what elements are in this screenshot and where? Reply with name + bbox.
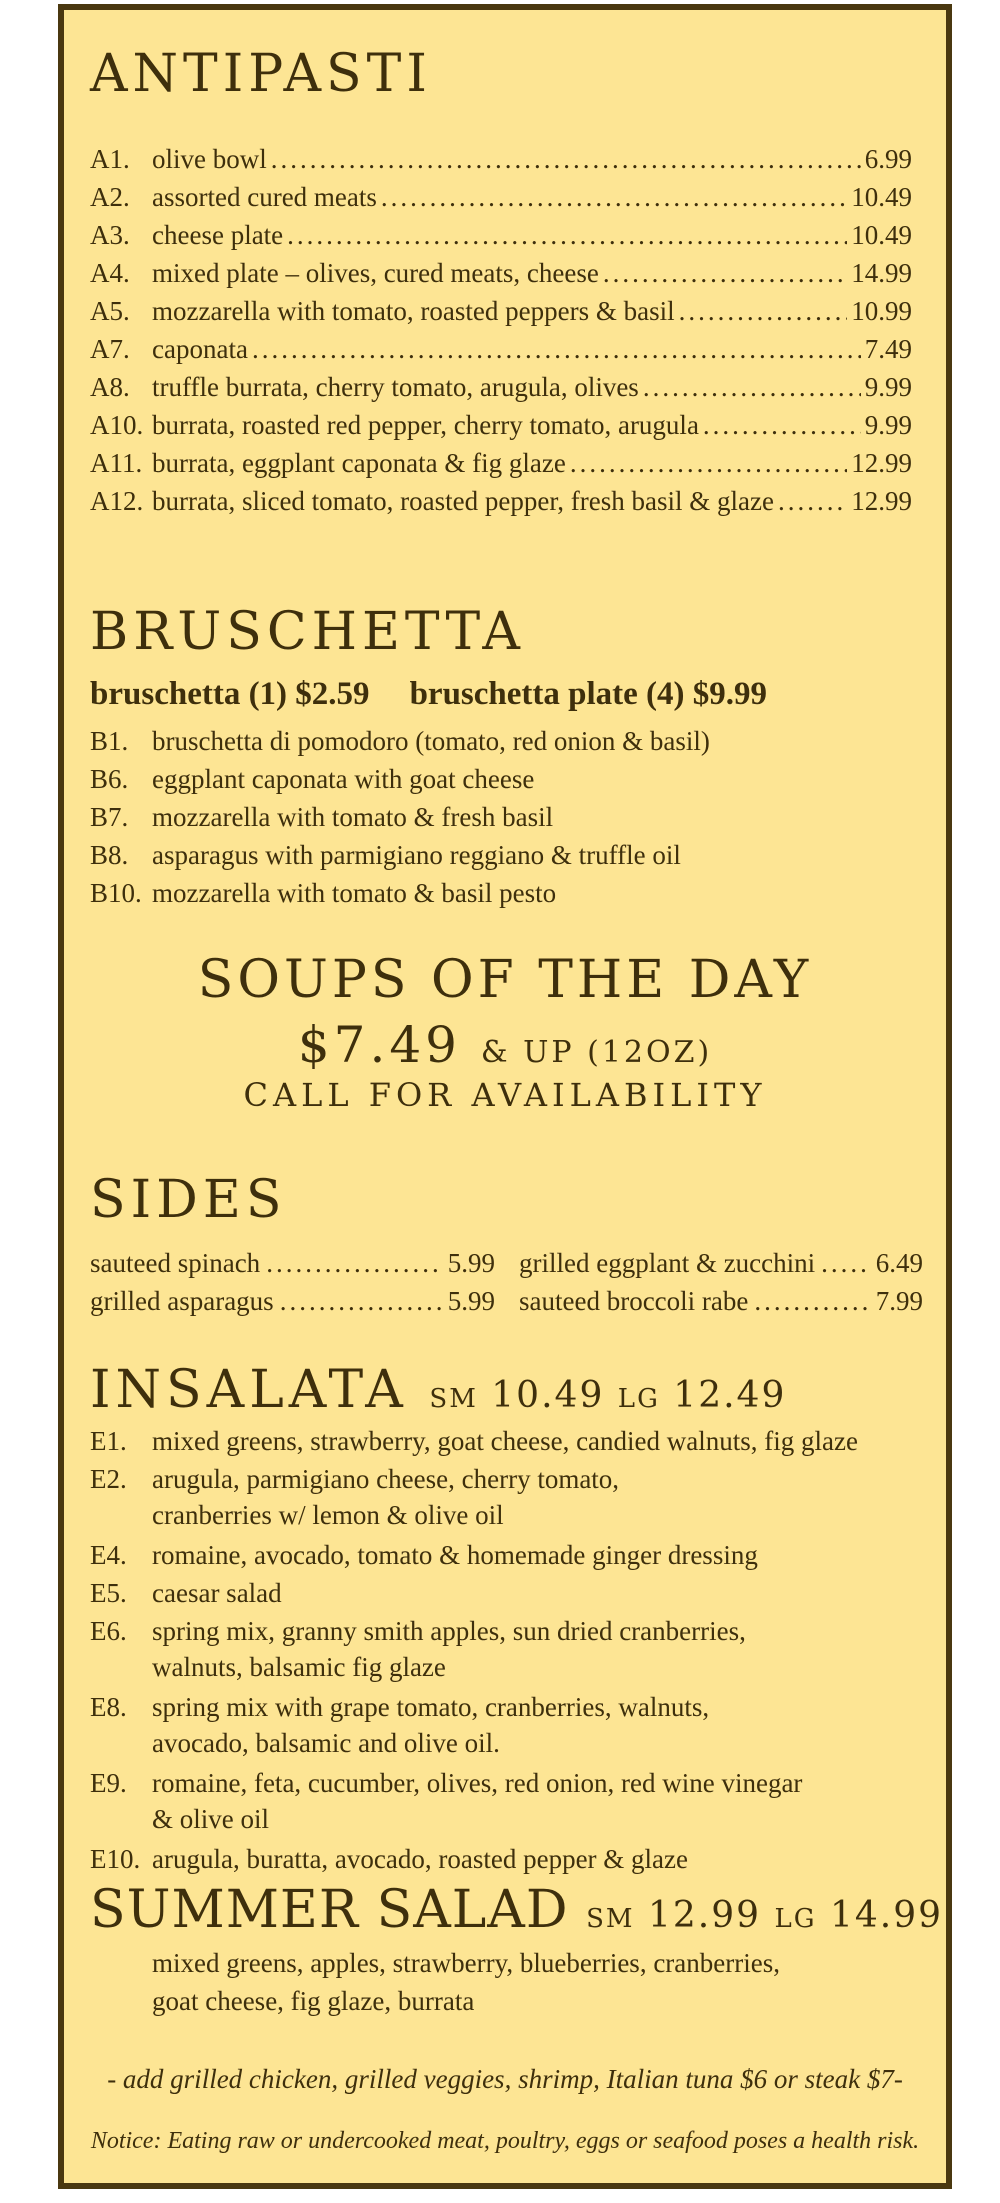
soups-availability-note: CALL FOR AVAILABILITY bbox=[243, 1076, 767, 1114]
price-large: 14.99 bbox=[829, 1895, 944, 1936]
menu-item bbox=[90, 1616, 746, 1647]
item-name: olive bowl bbox=[152, 144, 267, 174]
leader-dots bbox=[266, 1248, 442, 1279]
item-name: arugula, buratta, avocado, roasted pepper & glaze bbox=[152, 1844, 689, 1874]
item-price: 5.99 bbox=[447, 1286, 495, 1316]
soups-price: $7.49 bbox=[297, 1016, 461, 1074]
item-name: eggplant caponata with goat cheese bbox=[152, 764, 535, 794]
leader-dots bbox=[603, 258, 847, 289]
item-code: A11. bbox=[90, 448, 143, 478]
menu-item bbox=[90, 764, 534, 795]
item-code: E4. bbox=[90, 1540, 127, 1570]
leader-dots bbox=[271, 144, 861, 175]
item-price: 6.99 bbox=[864, 144, 912, 174]
item-name-continued: avocado, balsamic and olive oil. bbox=[152, 1728, 500, 1758]
menu-item bbox=[90, 334, 912, 372]
insalata-prices bbox=[429, 1375, 786, 1416]
item-code: E5. bbox=[90, 1578, 127, 1608]
item-code: A10. bbox=[90, 410, 144, 440]
sides-heading: SIDES bbox=[90, 1170, 287, 1230]
soups-price-detail: & UP (12OZ) bbox=[480, 1035, 713, 1070]
menu-item bbox=[90, 448, 912, 486]
price-small: 12.99 bbox=[647, 1895, 762, 1936]
side-item bbox=[519, 1248, 923, 1279]
leader-dots bbox=[703, 410, 861, 441]
leader-dots bbox=[381, 182, 847, 213]
leader-dots bbox=[570, 448, 847, 479]
item-code: A8. bbox=[90, 372, 130, 402]
item-name: burrata, roasted red pepper, cherry tomato, arugula bbox=[152, 410, 699, 440]
item-name: mozzarella with tomato, roasted peppers & basil bbox=[152, 296, 675, 326]
summer-salad-prices bbox=[586, 1895, 943, 1936]
antipasti-heading: ANTIPASTI bbox=[90, 44, 432, 104]
size-label-large: LG bbox=[774, 1904, 817, 1934]
item-name: caesar salad bbox=[152, 1578, 282, 1608]
price-large: 12.49 bbox=[673, 1375, 787, 1416]
summer-salad-heading bbox=[90, 1880, 943, 1940]
side-item bbox=[519, 1286, 923, 1317]
menu-item bbox=[90, 220, 912, 258]
item-price: 10.49 bbox=[851, 220, 912, 250]
insalata-title: INSALATA bbox=[90, 1360, 408, 1420]
menu-item bbox=[90, 144, 912, 182]
item-name: assorted cured meats bbox=[152, 182, 377, 212]
item-price: 7.49 bbox=[864, 334, 912, 364]
leader-dots bbox=[643, 372, 861, 403]
item-name: mixed plate – olives, cured meats, cheese bbox=[152, 258, 599, 288]
insalata-heading bbox=[90, 1360, 786, 1420]
item-name: romaine, avocado, tomato & homemade ginger dressing bbox=[152, 1540, 758, 1570]
item-code: A12. bbox=[90, 486, 144, 516]
item-name: burrata, eggplant caponata & fig glaze bbox=[152, 448, 566, 478]
item-name-continued: walnuts, balsamic fig glaze bbox=[152, 1652, 446, 1682]
item-price: 10.99 bbox=[851, 296, 912, 326]
menu-item bbox=[90, 1768, 802, 1799]
item-price: 12.99 bbox=[851, 486, 912, 516]
item-code: A4. bbox=[90, 258, 130, 288]
item-code: E6. bbox=[90, 1616, 127, 1646]
item-name: mozzarella with tomato & basil pesto bbox=[152, 878, 557, 908]
bruschetta-pricing bbox=[90, 676, 767, 713]
leader-dots bbox=[287, 220, 847, 251]
item-name: asparagus with parmigiano reggiano & truffle oil bbox=[152, 840, 681, 870]
item-price: 6.49 bbox=[875, 1248, 923, 1278]
summer-salad-description-continued: goat cheese, fig glaze, burrata bbox=[152, 1986, 475, 2016]
bruschetta-plate-price: bruschetta plate (4) $9.99 bbox=[409, 676, 768, 712]
menu-item bbox=[90, 802, 553, 833]
item-code: E8. bbox=[90, 1692, 127, 1722]
summer-salad-title: SUMMER SALAD bbox=[90, 1880, 569, 1940]
item-code: B6. bbox=[90, 764, 129, 794]
menu-item bbox=[90, 372, 912, 410]
item-code: E2. bbox=[90, 1464, 127, 1494]
item-code: A3. bbox=[90, 220, 130, 250]
side-item bbox=[90, 1286, 495, 1317]
leader-dots bbox=[252, 334, 861, 365]
side-item bbox=[90, 1248, 495, 1279]
menu-item bbox=[90, 1464, 619, 1495]
item-name: spring mix, granny smith apples, sun dried cranberries, bbox=[152, 1616, 746, 1646]
item-name-continued: & olive oil bbox=[152, 1804, 269, 1834]
item-price: 12.99 bbox=[851, 448, 912, 478]
menu-item bbox=[90, 840, 681, 871]
size-label-small: SM bbox=[429, 1384, 478, 1414]
leader-dots bbox=[778, 486, 847, 517]
soups-heading: SOUPS OF THE DAY bbox=[197, 950, 813, 1010]
leader-dots bbox=[754, 1286, 869, 1317]
menu-item bbox=[90, 182, 912, 220]
item-name: arugula, parmigiano cheese, cherry tomato, bbox=[152, 1464, 620, 1494]
item-name: sauteed broccoli rabe bbox=[519, 1286, 749, 1316]
item-code: A7. bbox=[90, 334, 130, 364]
leader-dots bbox=[679, 296, 848, 327]
item-name: sauteed spinach bbox=[90, 1248, 261, 1278]
item-code: E9. bbox=[90, 1768, 127, 1798]
menu-item bbox=[90, 878, 556, 909]
menu-item bbox=[90, 1844, 688, 1875]
item-code: B10. bbox=[90, 878, 142, 908]
menu-item bbox=[90, 1540, 758, 1571]
item-name: grilled asparagus bbox=[90, 1286, 274, 1316]
menu-item bbox=[90, 258, 912, 296]
item-name: mozzarella with tomato & fresh basil bbox=[152, 802, 554, 832]
item-name: bruschetta di pomodoro (tomato, red onion & basil) bbox=[152, 726, 710, 756]
price-small: 10.49 bbox=[491, 1375, 605, 1416]
item-code: E1. bbox=[90, 1426, 127, 1456]
menu-item bbox=[90, 296, 912, 334]
item-price: 14.99 bbox=[851, 258, 912, 288]
menu-item bbox=[90, 1692, 709, 1723]
menu-item bbox=[90, 410, 912, 448]
item-code: A5. bbox=[90, 296, 130, 326]
item-price: 9.99 bbox=[864, 410, 912, 440]
item-name: romaine, feta, cucumber, olives, red onion, red wine vinegar bbox=[152, 1768, 803, 1798]
item-name-continued: cranberries w/ lemon & olive oil bbox=[152, 1500, 504, 1530]
item-price: 5.99 bbox=[447, 1248, 495, 1278]
summer-salad-description: mixed greens, apples, strawberry, blueberries, cranberries, bbox=[152, 1948, 780, 1978]
item-code: B8. bbox=[90, 840, 129, 870]
leader-dots bbox=[821, 1248, 870, 1279]
size-label-large: LG bbox=[617, 1384, 660, 1414]
item-name: burrata, sliced tomato, roasted pepper, fresh basil & glaze bbox=[152, 486, 774, 516]
item-code: B1. bbox=[90, 726, 129, 756]
menu-item bbox=[90, 726, 710, 757]
addons-note: - add grilled chicken, grilled veggies, shrimp, Italian tuna $6 or steak $7- bbox=[107, 2064, 903, 2094]
bruschetta-single-price: bruschetta (1) $2.59 bbox=[90, 676, 370, 712]
item-name: spring mix with grape tomato, cranberries, walnuts, bbox=[152, 1692, 710, 1722]
menu-item bbox=[90, 1578, 282, 1609]
item-name: caponata bbox=[152, 334, 248, 364]
leader-dots bbox=[280, 1286, 442, 1317]
item-code: A2. bbox=[90, 182, 130, 212]
item-code: E10. bbox=[90, 1844, 141, 1874]
bruschetta-heading: BRUSCHETTA bbox=[90, 602, 525, 662]
item-price: 7.99 bbox=[875, 1286, 923, 1316]
soups-price-line bbox=[64, 1016, 946, 1074]
item-name: cheese plate bbox=[152, 220, 284, 250]
item-name: truffle burrata, cherry tomato, arugula, olives bbox=[152, 372, 639, 402]
size-label-small: SM bbox=[586, 1904, 635, 1934]
item-name: mixed greens, strawberry, goat cheese, candied walnuts, fig glaze bbox=[152, 1426, 858, 1456]
item-name: grilled eggplant & zucchini bbox=[519, 1248, 816, 1278]
item-code: B7. bbox=[90, 802, 129, 832]
menu-item bbox=[90, 1426, 858, 1457]
health-notice: Notice: Eating raw or undercooked meat, poultry, eggs or seafood poses a health risk. bbox=[90, 2128, 920, 2154]
menu-item bbox=[90, 486, 912, 524]
item-code: A1. bbox=[90, 144, 130, 174]
item-price: 9.99 bbox=[864, 372, 912, 402]
item-price: 10.49 bbox=[851, 182, 912, 212]
